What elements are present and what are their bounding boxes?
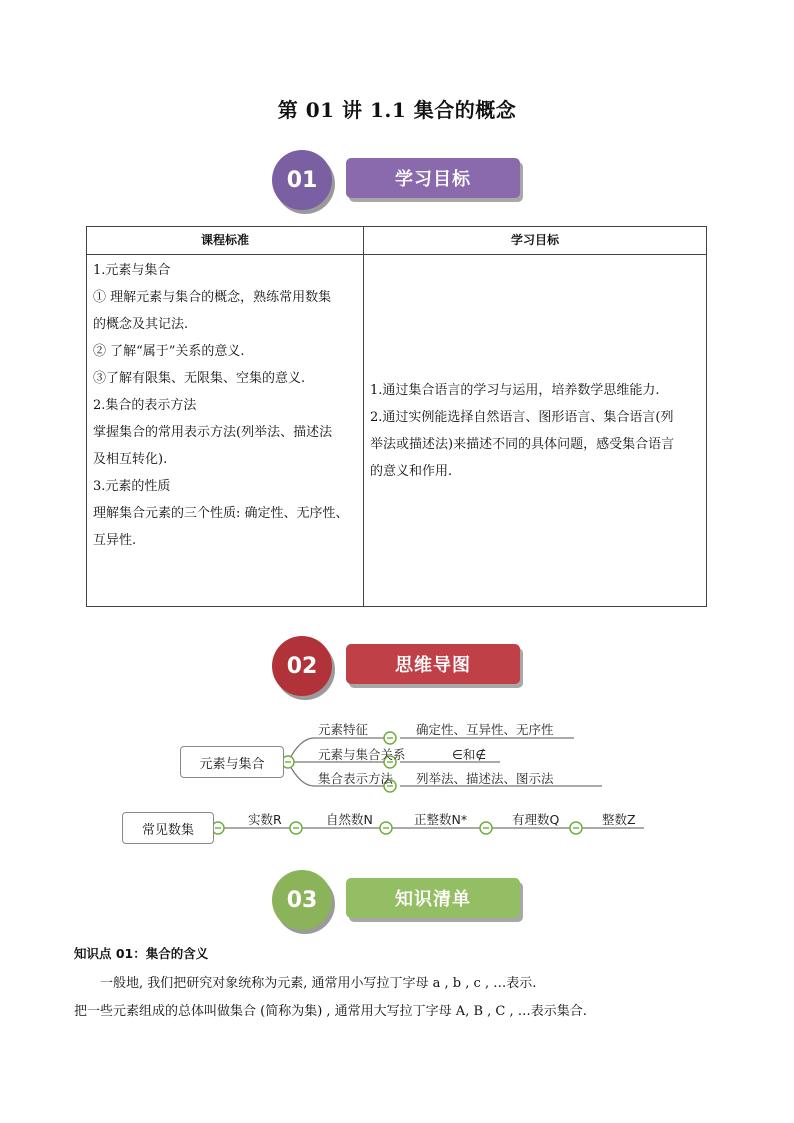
standard-line: 掌握集合的常用表示方法(列举法、描述法: [93, 425, 333, 440]
standard-line: 3.元素的性质: [93, 479, 171, 494]
standard-line: ② 了解“属于”关系的意义.: [93, 344, 245, 359]
table-header-standard: 课程标准: [87, 227, 364, 255]
badge-label: 学习目标: [346, 158, 520, 198]
knowledge-heading: 知识点 01：集合的含义: [74, 946, 209, 961]
mindmap-leaf: 确定性、互异性、无序性: [416, 722, 554, 737]
badge-label: 思维导图: [346, 644, 520, 684]
goal-line: 举法或描述法)来描述不同的具体问题，感受集合语言: [370, 436, 675, 452]
mindmap-leaf: 列举法、描述法、图示法: [416, 771, 554, 786]
badge-label: 知识清单: [346, 878, 520, 918]
mindmap-leaf: ∈和∉: [452, 747, 487, 762]
standard-line: 及相互转化).: [93, 452, 168, 467]
goal-line: 的意义和作用.: [370, 463, 453, 479]
badge-number: 01: [272, 150, 332, 210]
standard-line: 理解集合元素的三个性质: 确定性、无序性、: [93, 506, 349, 521]
mindmap-root-node: 元素与集合: [180, 746, 284, 778]
standard-line: 互异性.: [93, 533, 137, 548]
standard-line: 2.集合的表示方法: [93, 398, 197, 413]
page-title: 第 01 讲 1.1 集合的概念: [277, 98, 517, 122]
section-badge-03: [272, 870, 532, 930]
number-set-label: 正整数N*: [414, 812, 468, 827]
standard-line: 1.元素与集合: [93, 263, 171, 278]
standard-line: ③了解有限集、无限集、空集的意义.: [93, 371, 306, 386]
knowledge-paragraph: 一般地, 我们把研究对象统称为元素, 通常用小写拉丁字母 a , b , c , …表示.: [100, 976, 537, 991]
standard-line: 的概念及其记法.: [93, 317, 189, 332]
number-set-label: 自然数N: [326, 812, 373, 827]
mindmap-branch-label: 元素与集合关系: [318, 747, 406, 762]
badge-number: 02: [272, 636, 332, 696]
number-set-label: 整数Z: [602, 812, 636, 827]
goal-line: 2.通过实例能选择自然语言、图形语言、集合语言(列: [370, 409, 674, 425]
number-set-label: 实数R: [248, 812, 282, 827]
mindmap-root-node-2: 常见数集: [122, 812, 214, 844]
standard-line: ① 理解元素与集合的概念，熟练常用数集: [93, 290, 332, 305]
mindmap-branch-label: 集合表示方法: [318, 771, 394, 786]
goal-line: 1.通过集合语言的学习与运用，培养数学思维能力.: [370, 382, 660, 398]
badge-number: 03: [272, 870, 332, 930]
number-set-label: 有理数Q: [512, 812, 560, 827]
mindmap-branch-label: 元素特征: [318, 722, 369, 737]
table-header-goals: 学习目标: [364, 227, 707, 255]
knowledge-paragraph: 把一些元素组成的总体叫做集合 (简称为集) , 通常用大写拉丁字母 A, B , C , …表示集合.: [74, 1004, 587, 1019]
